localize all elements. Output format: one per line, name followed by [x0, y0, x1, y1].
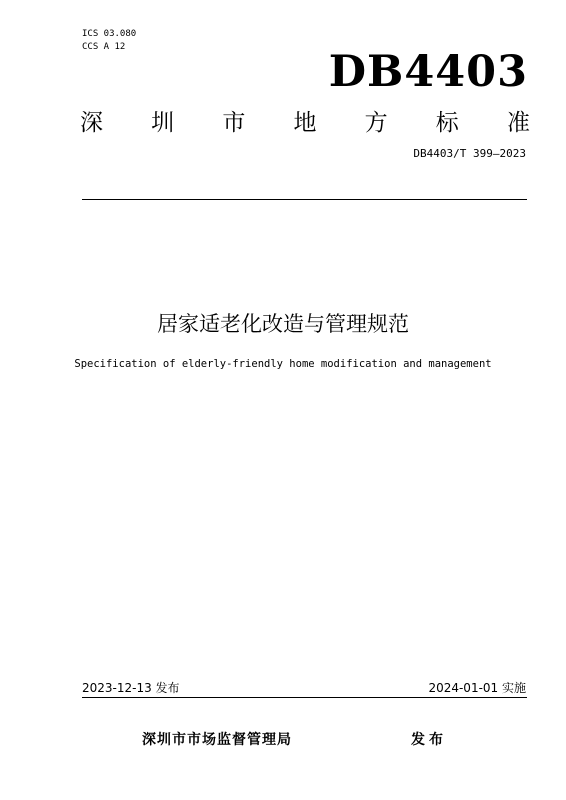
standard-code-logo: DB4403 [328, 47, 528, 97]
standard-type-char: 准 [506, 110, 530, 136]
standard-type-char: 方 [364, 110, 388, 136]
ccs-code: CCS A 12 [82, 42, 126, 52]
standard-type-char: 圳 [151, 110, 175, 136]
implementation-date: 2024-01-01 实施 [428, 681, 526, 695]
standard-type [80, 108, 530, 138]
standard-type-char: 市 [222, 110, 246, 136]
ics-code: ICS 03.080 [82, 29, 137, 39]
standard-type-char: 标 [435, 110, 459, 136]
standard-type-char: 深 [80, 110, 103, 136]
standard-number: DB4403/T 399—2023 [413, 147, 526, 160]
standard-type-char: 地 [293, 110, 317, 136]
top-divider [82, 199, 527, 200]
issue-label: 发布 [411, 732, 447, 748]
title-english: Specification of elderly-friendly home modification and management [74, 358, 492, 370]
bottom-divider [82, 697, 527, 698]
issuer: 深圳市市场监督管理局 [142, 732, 292, 748]
issue-date: 2023-12-13 发布 [82, 681, 180, 695]
title-chinese: 居家适老化改造与管理规范 [157, 312, 409, 336]
